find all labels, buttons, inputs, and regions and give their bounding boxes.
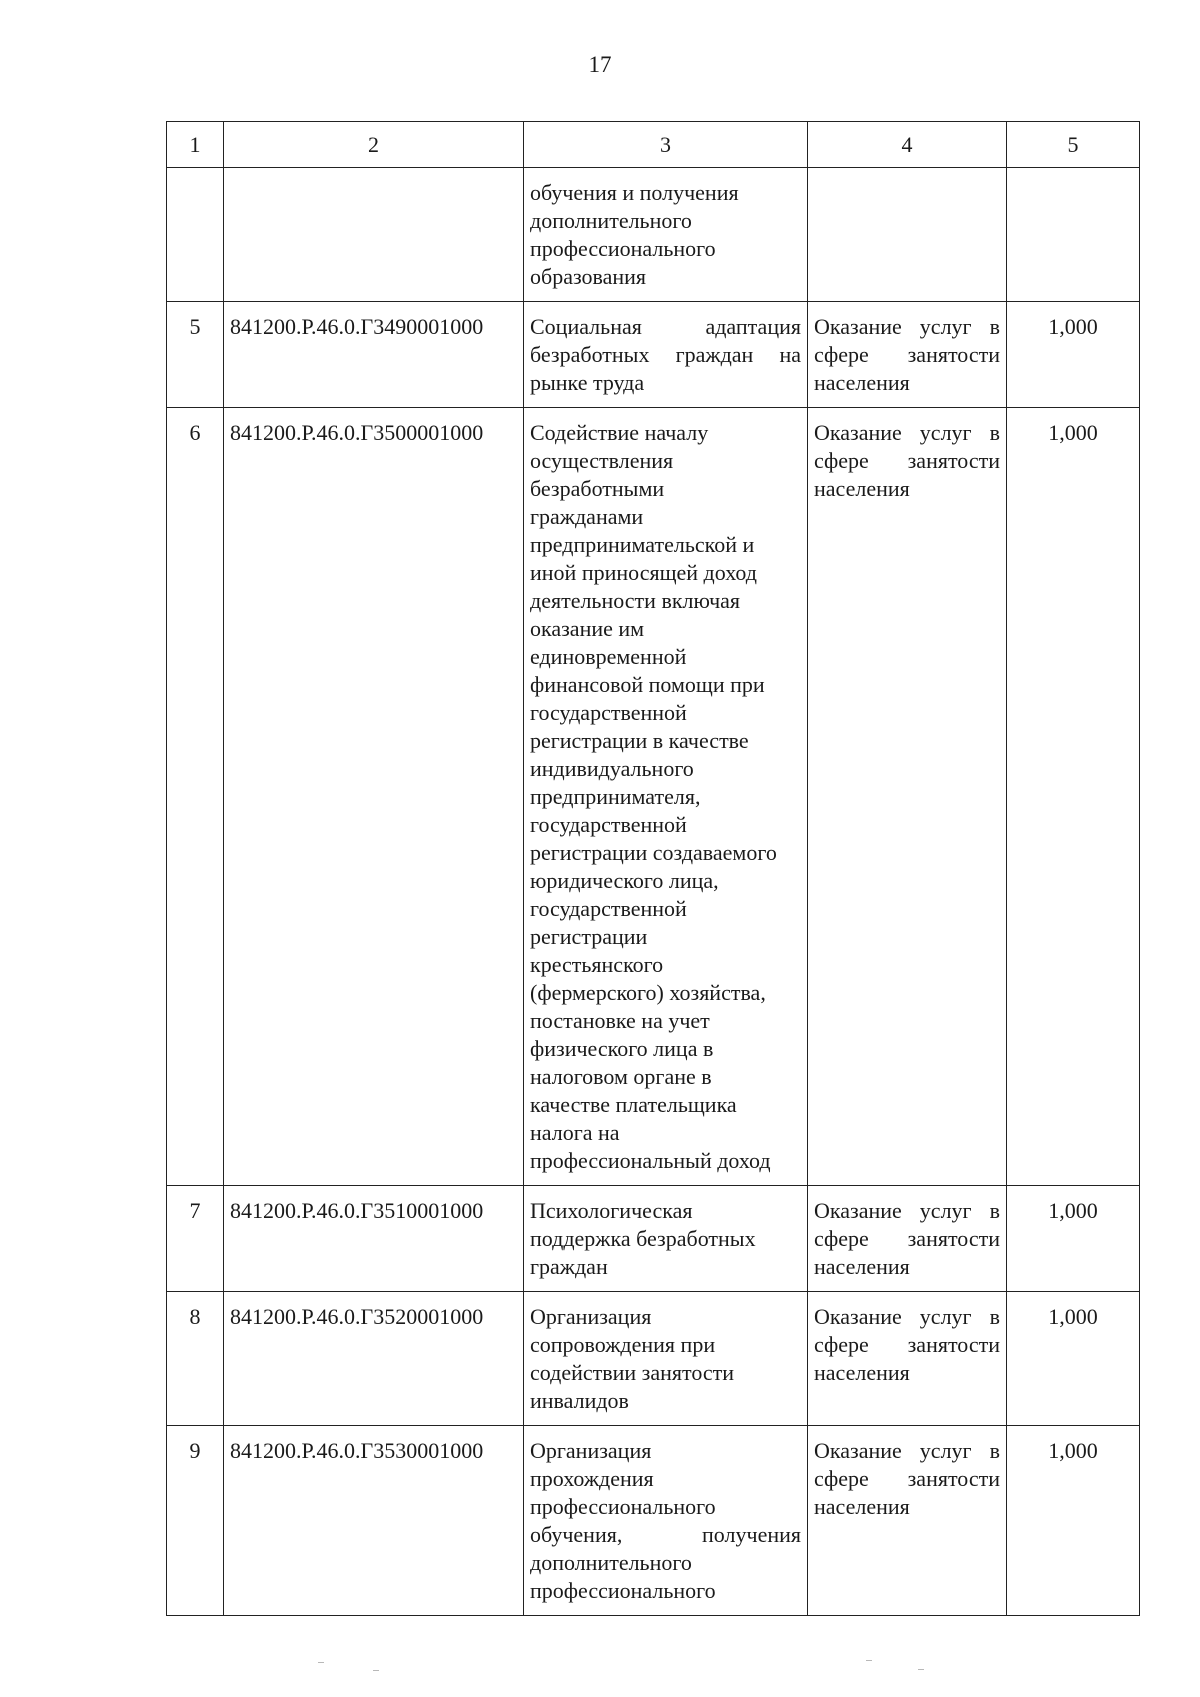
text-line: гражданами (530, 504, 644, 529)
text-line: регистрации в качестве (530, 728, 749, 753)
row-number: 8 (167, 1292, 224, 1426)
value: 1,000 (1007, 302, 1140, 408)
text-line: профессионального (530, 1494, 716, 1519)
text-line: сфере занятости (814, 448, 1000, 473)
scan-artifact (318, 1662, 324, 1663)
service-code: 841200.Р.46.0.Г3510001000 (224, 1186, 524, 1292)
value: 1,000 (1007, 1186, 1140, 1292)
text-line: населения (814, 476, 910, 501)
text-line: Оказание услуг в (814, 420, 1000, 445)
column-header: 5 (1007, 122, 1140, 168)
text-line: Организация (530, 1438, 652, 1463)
text-line: (фермерского) хозяйства, (530, 980, 766, 1005)
table-row (167, 1426, 1140, 1616)
text-line: сфере занятости (814, 1332, 1000, 1357)
service-code: 841200.Р.46.0.Г3500001000 (224, 408, 524, 1186)
text-line: Оказание услуг в (814, 314, 1000, 339)
text-line: Оказание услуг в (814, 1198, 1000, 1223)
text-line: сфере занятости (814, 342, 1000, 367)
text-line: прохождения (530, 1466, 654, 1491)
service-name-cell (524, 1186, 808, 1292)
text-line: регистрации (530, 924, 648, 949)
row-number: 7 (167, 1186, 224, 1292)
service-category-cell (808, 1426, 1007, 1616)
text-line: профессионального (530, 1578, 716, 1603)
text-line: деятельности включая (530, 588, 741, 613)
scan-artifact (918, 1669, 924, 1670)
text-line: государственной (530, 896, 687, 921)
table-row (167, 302, 1140, 408)
column-header: 1 (167, 122, 224, 168)
text-line: государственной (530, 700, 687, 725)
text-line: рынке труда (530, 370, 645, 395)
text-line: Психологическая (530, 1198, 693, 1223)
text-line: населения (814, 370, 910, 395)
service-code: 841200.Р.46.0.Г3530001000 (224, 1426, 524, 1616)
text-line: государственной (530, 812, 687, 837)
scan-artifact (866, 1660, 872, 1661)
text-line: Социальная адаптация (530, 314, 801, 339)
text-line: сопровождения при (530, 1332, 716, 1357)
service-name-cell (524, 1292, 808, 1426)
value: 1,000 (1007, 408, 1140, 1186)
text-line: предпринимателя, (530, 784, 701, 809)
service-code: 841200.Р.46.0.Г3490001000 (224, 302, 524, 408)
text-line: населения (814, 1254, 910, 1279)
text-line: единовременной (530, 644, 687, 669)
service-name-cell (524, 168, 808, 302)
service-category-cell (808, 408, 1007, 1186)
service-name-cell (524, 1426, 808, 1616)
text-line: юридического лица, (530, 868, 719, 893)
text-line: Оказание услуг в (814, 1438, 1000, 1463)
table-row (167, 408, 1140, 1186)
text-line: профессиональный доход (530, 1148, 771, 1173)
table-row (167, 1186, 1140, 1292)
text-line: налоговом органе в (530, 1064, 712, 1089)
text-line: крестьянского (530, 952, 664, 977)
text-line: обучения и получения (530, 180, 739, 205)
text-line: обучения, получения (530, 1522, 801, 1547)
table-row (167, 1292, 1140, 1426)
column-header: 3 (524, 122, 808, 168)
text-line: содействии занятости (530, 1360, 735, 1385)
text-line: сфере занятости (814, 1466, 1000, 1491)
text-line: Содействие началу (530, 420, 709, 445)
service-category-cell (808, 1292, 1007, 1426)
service-category-cell (808, 302, 1007, 408)
text-line: дополнительного (530, 1550, 692, 1575)
page-number: 17 (588, 52, 612, 77)
text-line: населения (814, 1360, 910, 1385)
scan-artifact (373, 1670, 379, 1671)
text-line: индивидуального (530, 756, 694, 781)
table-header-row (167, 122, 1140, 168)
value: 1,000 (1007, 1292, 1140, 1426)
text-line: дополнительного (530, 208, 692, 233)
text-line: качестве плательщика (530, 1092, 737, 1117)
text-line: иной приносящей доход (530, 560, 757, 585)
text-line: населения (814, 1494, 910, 1519)
value: 1,000 (1007, 1426, 1140, 1616)
service-name-cell (524, 408, 808, 1186)
text-line: постановке на учет (530, 1008, 710, 1033)
text-line: осуществления (530, 448, 674, 473)
text-line: инвалидов (530, 1388, 629, 1413)
column-header: 2 (224, 122, 524, 168)
service-code: 841200.Р.46.0.Г3520001000 (224, 1292, 524, 1426)
column-header: 4 (808, 122, 1007, 168)
text-line: оказание им (530, 616, 645, 641)
row-number: 9 (167, 1426, 224, 1616)
table-row-continuation (167, 168, 1140, 302)
text-line: безработными (530, 476, 665, 501)
text-line: безработных граждан на (530, 342, 801, 367)
services-table (166, 121, 1140, 1616)
service-code-cell (224, 168, 524, 302)
text-line: Организация (530, 1304, 652, 1329)
text-line: образования (530, 264, 647, 289)
text-line: сфере занятости (814, 1226, 1000, 1251)
text-line: финансовой помощи при (530, 672, 765, 697)
row-number: 6 (167, 408, 224, 1186)
text-line: регистрации создаваемого (530, 840, 777, 865)
text-line: Оказание услуг в (814, 1304, 1000, 1329)
text-line: поддержка безработных (530, 1226, 756, 1251)
text-line: профессионального (530, 236, 716, 261)
service-category-cell (808, 1186, 1007, 1292)
service-category-cell (808, 168, 1007, 302)
text-line: налога на (530, 1120, 620, 1145)
row-number: 5 (167, 302, 224, 408)
service-name-cell (524, 302, 808, 408)
row-number-cell (167, 168, 224, 302)
text-line: граждан (530, 1254, 608, 1279)
value-cell (1007, 168, 1140, 302)
text-line: физического лица в (530, 1036, 714, 1061)
text-line: предпринимательской и (530, 532, 755, 557)
